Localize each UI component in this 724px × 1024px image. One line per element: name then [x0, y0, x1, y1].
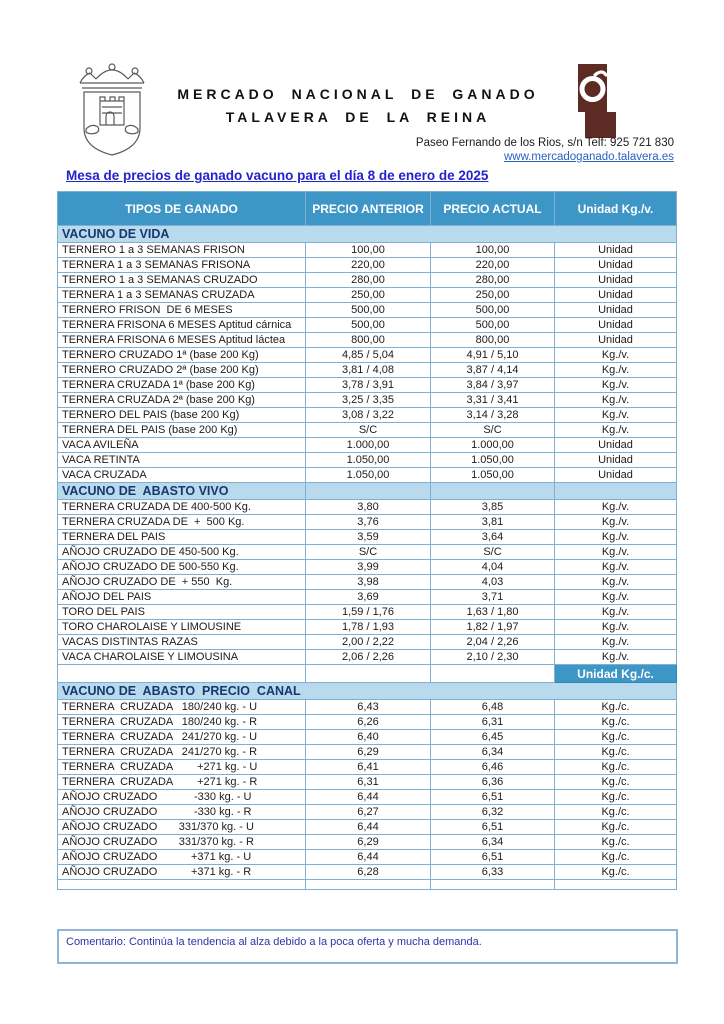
cell-precio-anterior: 6,29 [306, 745, 431, 760]
column-header-unidad: Unidad Kg./v. [555, 192, 677, 226]
cell-precio-anterior: S/C [306, 545, 431, 560]
cell-precio-anterior: 3,81 / 4,08 [306, 363, 431, 378]
table-row [58, 303, 677, 318]
table-row [58, 258, 677, 273]
table-row [58, 730, 677, 745]
cell-precio-anterior: 800,00 [306, 333, 431, 348]
org-name-line2: TALAVERA DE LA REINA [225, 109, 491, 125]
cell-precio-anterior: 6,28 [306, 865, 431, 880]
cell-tipo-ganado: TERNERA CRUZADA +271 kg. - U [58, 760, 306, 775]
cell-precio-actual: 1,63 / 1,80 [431, 605, 555, 620]
cell-tipo-ganado: TORO DEL PAIS [58, 605, 306, 620]
cell-unidad: Kg./v. [555, 635, 677, 650]
cell-precio-anterior: 6,40 [306, 730, 431, 745]
cell-precio-actual: 500,00 [431, 318, 555, 333]
cell-precio-anterior: 3,25 / 3,35 [306, 393, 431, 408]
empty-cell [306, 483, 431, 500]
table-row [58, 318, 677, 333]
cell-precio-anterior: 500,00 [306, 303, 431, 318]
cell-unidad: Unidad [555, 438, 677, 453]
table-row [58, 575, 677, 590]
cell-tipo-ganado: VACAS DISTINTAS RAZAS [58, 635, 306, 650]
empty-cell [555, 483, 677, 500]
empty-cell [431, 665, 555, 683]
table-row [58, 715, 677, 730]
cell-precio-actual: 1,82 / 1,97 [431, 620, 555, 635]
cell-unidad: Kg./c. [555, 790, 677, 805]
price-table-body [58, 226, 677, 890]
cell-tipo-ganado: TORO CHAROLAISE Y LIMOUSINE [58, 620, 306, 635]
cell-precio-actual: S/C [431, 545, 555, 560]
cell-unidad: Kg./v. [555, 500, 677, 515]
cell-tipo-ganado: TERNERA 1 a 3 SEMANAS FRISONA [58, 258, 306, 273]
table-header-row [58, 192, 677, 226]
table-row [58, 775, 677, 790]
cell-unidad: Kg./v. [555, 423, 677, 438]
cell-precio-actual: 220,00 [431, 258, 555, 273]
empty-cell [431, 483, 555, 500]
cell-unidad: Kg./v. [555, 515, 677, 530]
cell-precio-actual: 2,10 / 2,30 [431, 650, 555, 665]
cell-precio-actual: 6,31 [431, 715, 555, 730]
table-row [58, 865, 677, 880]
cell-unidad: Unidad [555, 273, 677, 288]
cell-precio-actual: 4,91 / 5,10 [431, 348, 555, 363]
cell-tipo-ganado: TERNERA 1 a 3 SEMANAS CRUZADA [58, 288, 306, 303]
cell-precio-actual: 3,71 [431, 590, 555, 605]
cell-tipo-ganado: TERNERO 1 a 3 SEMANAS CRUZADO [58, 273, 306, 288]
cell-tipo-ganado: AÑOJO CRUZADO -330 kg. - U [58, 790, 306, 805]
cell-unidad: Kg./v. [555, 530, 677, 545]
cell-precio-anterior: 2,06 / 2,26 [306, 650, 431, 665]
empty-cell [306, 665, 431, 683]
cell-precio-anterior: 1,59 / 1,76 [306, 605, 431, 620]
cell-unidad: Kg./c. [555, 730, 677, 745]
cell-precio-anterior: S/C [306, 423, 431, 438]
cell-precio-actual: 3,81 [431, 515, 555, 530]
section-header-row [58, 683, 677, 700]
cell-tipo-ganado: TERNERA CRUZADA DE + 500 Kg. [58, 515, 306, 530]
table-row [58, 530, 677, 545]
section-title: VACUNO DE ABASTO VIVO [58, 483, 306, 500]
cell-precio-anterior: 2,00 / 2,22 [306, 635, 431, 650]
cell-unidad: Kg./v. [555, 545, 677, 560]
cell-tipo-ganado: AÑOJO CRUZADO DE + 550 Kg. [58, 575, 306, 590]
table-row [58, 605, 677, 620]
table-row [58, 620, 677, 635]
cell-precio-anterior: 1,78 / 1,93 [306, 620, 431, 635]
cell-precio-actual: 500,00 [431, 303, 555, 318]
cell-tipo-ganado: AÑOJO CRUZADO 331/370 kg. - U [58, 820, 306, 835]
table-row [58, 700, 677, 715]
table-row [58, 820, 677, 835]
cell-unidad: Kg./v. [555, 605, 677, 620]
cell-tipo-ganado: TERNERA CRUZADA 180/240 kg. - U [58, 700, 306, 715]
cell-precio-actual: 800,00 [431, 333, 555, 348]
cell-precio-anterior: 6,43 [306, 700, 431, 715]
cell-tipo-ganado: TERNERA DEL PAIS [58, 530, 306, 545]
cell-tipo-ganado: TERNERA CRUZADA 241/270 kg. - R [58, 745, 306, 760]
cell-tipo-ganado: TERNERA CRUZADA 180/240 kg. - R [58, 715, 306, 730]
cell-unidad: Kg./v. [555, 590, 677, 605]
empty-cell [555, 880, 677, 890]
table-row [58, 790, 677, 805]
cell-precio-anterior: 250,00 [306, 288, 431, 303]
cell-precio-anterior: 6,31 [306, 775, 431, 790]
cell-unidad: Unidad [555, 453, 677, 468]
cell-precio-actual: 1.050,00 [431, 468, 555, 483]
cell-precio-actual: 3,84 / 3,97 [431, 378, 555, 393]
cell-precio-actual: 6,33 [431, 865, 555, 880]
cell-tipo-ganado: TERNERO 1 a 3 SEMANAS FRISON [58, 243, 306, 258]
cell-unidad: Kg./c. [555, 760, 677, 775]
cell-precio-actual: 6,51 [431, 820, 555, 835]
cell-precio-actual: 6,45 [431, 730, 555, 745]
table-row [58, 590, 677, 605]
price-table [57, 191, 677, 890]
cell-unidad: Kg./c. [555, 700, 677, 715]
column-header-unidad-canal: Unidad Kg./c. [555, 665, 677, 683]
cell-unidad: Kg./v. [555, 348, 677, 363]
cell-precio-anterior: 3,59 [306, 530, 431, 545]
unit-subheader-row [58, 665, 677, 683]
cell-precio-actual: 3,64 [431, 530, 555, 545]
column-header-precio-anterior: PRECIO ANTERIOR [306, 192, 431, 226]
table-row [58, 243, 677, 258]
cell-tipo-ganado: TERNERA CRUZADA 1ª (base 200 Kg) [58, 378, 306, 393]
mercado-ganado-logo-icon [577, 64, 619, 138]
table-row [58, 408, 677, 423]
page-title: Mesa de precios de ganado vacuno para el día 8 de enero de 2025 [66, 168, 489, 183]
cell-unidad: Kg./c. [555, 745, 677, 760]
cell-unidad: Kg./v. [555, 363, 677, 378]
cell-precio-anterior: 220,00 [306, 258, 431, 273]
cell-tipo-ganado: VACA CRUZADA [58, 468, 306, 483]
cell-precio-actual: 2,04 / 2,26 [431, 635, 555, 650]
cell-unidad: Kg./v. [555, 378, 677, 393]
cell-unidad: Unidad [555, 318, 677, 333]
cell-tipo-ganado: TERNERA FRISONA 6 MESES Aptitud cárnica [58, 318, 306, 333]
empty-cell [306, 880, 431, 890]
cell-precio-anterior: 3,98 [306, 575, 431, 590]
cell-tipo-ganado: AÑOJO CRUZADO +371 kg. - R [58, 865, 306, 880]
table-row [58, 333, 677, 348]
cell-unidad: Kg./c. [555, 850, 677, 865]
cell-precio-anterior: 3,80 [306, 500, 431, 515]
empty-cell [58, 665, 306, 683]
cell-unidad: Unidad [555, 303, 677, 318]
spacer-row [58, 880, 677, 890]
cell-precio-anterior: 6,44 [306, 850, 431, 865]
table-row [58, 850, 677, 865]
cell-unidad: Unidad [555, 243, 677, 258]
table-row [58, 288, 677, 303]
cell-precio-actual: 6,48 [431, 700, 555, 715]
cell-tipo-ganado: AÑOJO CRUZADO DE 500-550 Kg. [58, 560, 306, 575]
cell-unidad: Kg./c. [555, 775, 677, 790]
table-row [58, 273, 677, 288]
cell-precio-anterior: 100,00 [306, 243, 431, 258]
cell-tipo-ganado: TERNERA FRISONA 6 MESES Aptitud láctea [58, 333, 306, 348]
cell-tipo-ganado: VACA RETINTA [58, 453, 306, 468]
cell-precio-anterior: 3,78 / 3,91 [306, 378, 431, 393]
cell-precio-anterior: 6,27 [306, 805, 431, 820]
cell-tipo-ganado: TERNERA CRUZADA +271 kg. - R [58, 775, 306, 790]
cell-tipo-ganado: TERNERA CRUZADA DE 400-500 Kg. [58, 500, 306, 515]
empty-cell [431, 880, 555, 890]
cell-precio-anterior: 3,08 / 3,22 [306, 408, 431, 423]
cell-unidad: Unidad [555, 468, 677, 483]
cell-unidad: Kg./c. [555, 820, 677, 835]
table-row [58, 438, 677, 453]
table-row [58, 468, 677, 483]
cell-precio-anterior: 6,44 [306, 790, 431, 805]
cell-precio-actual: 250,00 [431, 288, 555, 303]
cell-tipo-ganado: TERNERA DEL PAIS (base 200 Kg) [58, 423, 306, 438]
cell-unidad: Unidad [555, 258, 677, 273]
cell-precio-actual: 6,51 [431, 850, 555, 865]
table-row [58, 453, 677, 468]
cell-precio-actual: 6,36 [431, 775, 555, 790]
table-row [58, 635, 677, 650]
cell-precio-actual: 6,34 [431, 745, 555, 760]
contact-block [416, 136, 674, 164]
cell-tipo-ganado: TERNERA CRUZADA 2ª (base 200 Kg) [58, 393, 306, 408]
table-row [58, 650, 677, 665]
table-row [58, 745, 677, 760]
cell-unidad: Kg./v. [555, 560, 677, 575]
cell-unidad: Kg./c. [555, 835, 677, 850]
comment-box [57, 929, 678, 964]
cell-unidad: Kg./v. [555, 408, 677, 423]
cell-precio-anterior: 500,00 [306, 318, 431, 333]
cell-precio-anterior: 1.050,00 [306, 453, 431, 468]
cell-tipo-ganado: VACA AVILEÑA [58, 438, 306, 453]
empty-cell [58, 880, 306, 890]
cell-unidad: Kg./v. [555, 650, 677, 665]
cell-precio-actual: 3,14 / 3,28 [431, 408, 555, 423]
table-row [58, 760, 677, 775]
cell-precio-actual: 3,87 / 4,14 [431, 363, 555, 378]
cell-precio-actual: 6,32 [431, 805, 555, 820]
cell-precio-actual: 3,85 [431, 500, 555, 515]
cell-precio-anterior: 3,69 [306, 590, 431, 605]
column-header-precio-actual: PRECIO ACTUAL [431, 192, 555, 226]
table-row [58, 363, 677, 378]
cell-precio-anterior: 280,00 [306, 273, 431, 288]
cell-tipo-ganado: TERNERO DEL PAIS (base 200 Kg) [58, 408, 306, 423]
cell-precio-actual: 1.050,00 [431, 453, 555, 468]
cell-precio-actual: S/C [431, 423, 555, 438]
cell-precio-actual: 6,34 [431, 835, 555, 850]
table-row [58, 545, 677, 560]
cell-precio-actual: 4,03 [431, 575, 555, 590]
cell-precio-anterior: 3,99 [306, 560, 431, 575]
cell-tipo-ganado: AÑOJO CRUZADO 331/370 kg. - R [58, 835, 306, 850]
cell-unidad: Kg./v. [555, 620, 677, 635]
section-title: VACUNO DE ABASTO PRECIO CANAL [58, 683, 677, 700]
cell-tipo-ganado: TERNERO CRUZADO 2ª (base 200 Kg) [58, 363, 306, 378]
cell-tipo-ganado: AÑOJO CRUZADO +371 kg. - U [58, 850, 306, 865]
cell-tipo-ganado: AÑOJO CRUZADO DE 450-500 Kg. [58, 545, 306, 560]
cell-tipo-ganado: TERNERO FRISON DE 6 MESES [58, 303, 306, 318]
column-header-tipos: TIPOS DE GANADO [58, 192, 306, 226]
table-row [58, 378, 677, 393]
table-row [58, 515, 677, 530]
cell-precio-actual: 6,46 [431, 760, 555, 775]
cell-precio-anterior: 6,29 [306, 835, 431, 850]
cell-precio-actual: 100,00 [431, 243, 555, 258]
section-header-row [58, 483, 677, 500]
table-row [58, 348, 677, 363]
table-row [58, 560, 677, 575]
cell-precio-anterior: 1.050,00 [306, 468, 431, 483]
cell-precio-actual: 6,51 [431, 790, 555, 805]
cell-precio-actual: 3,31 / 3,41 [431, 393, 555, 408]
cell-precio-anterior: 6,26 [306, 715, 431, 730]
cell-precio-anterior: 1.000,00 [306, 438, 431, 453]
cell-precio-anterior: 6,44 [306, 820, 431, 835]
comment-text: Comentario: Continúa la tendencia al alza debido a la poca oferta y mucha demanda. [66, 936, 482, 948]
cell-precio-anterior: 3,76 [306, 515, 431, 530]
table-row [58, 805, 677, 820]
table-row [58, 835, 677, 850]
cell-tipo-ganado: AÑOJO CRUZADO -330 kg. - R [58, 805, 306, 820]
cell-precio-actual: 4,04 [431, 560, 555, 575]
website-link[interactable]: www.mercadoganado.talavera.es [503, 151, 674, 163]
cell-tipo-ganado: TERNERO CRUZADO 1ª (base 200 Kg) [58, 348, 306, 363]
table-row [58, 393, 677, 408]
cell-precio-actual: 1.000,00 [431, 438, 555, 453]
cell-precio-anterior: 6,41 [306, 760, 431, 775]
cell-unidad: Kg./v. [555, 393, 677, 408]
org-name-block [128, 86, 588, 125]
address-line: Paseo Fernando de los Rios, s/n Telf: 925 721 830 [415, 137, 674, 149]
cell-tipo-ganado: TERNERA CRUZADA 241/270 kg. - U [58, 730, 306, 745]
cell-precio-anterior: 4,85 / 5,04 [306, 348, 431, 363]
cell-precio-actual: 280,00 [431, 273, 555, 288]
cell-unidad: Kg./c. [555, 865, 677, 880]
org-name-line1: MERCADO NACIONAL DE GANADO [177, 86, 539, 102]
section-title: VACUNO DE VIDA [58, 226, 677, 243]
cell-unidad: Kg./c. [555, 805, 677, 820]
table-row [58, 500, 677, 515]
cell-unidad: Kg./c. [555, 715, 677, 730]
cell-tipo-ganado: AÑOJO DEL PAIS [58, 590, 306, 605]
section-header-row [58, 226, 677, 243]
table-row [58, 423, 677, 438]
cell-unidad: Kg./v. [555, 575, 677, 590]
cell-unidad: Unidad [555, 333, 677, 348]
cell-unidad: Unidad [555, 288, 677, 303]
cell-tipo-ganado: VACA CHAROLAISE Y LIMOUSINA [58, 650, 306, 665]
